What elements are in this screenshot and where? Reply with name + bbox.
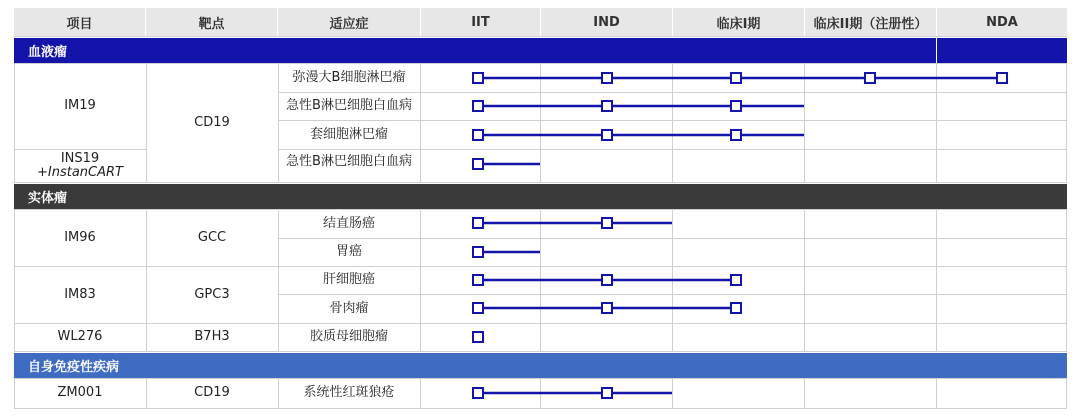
milestone-marker — [602, 101, 612, 111]
indication-cell: 急性B淋巴细胞白血病 — [286, 98, 412, 113]
indication-cell: 系统性红斑狼疮 — [303, 385, 395, 400]
project-cell-wl276: WL276 — [57, 329, 103, 344]
project-subtitle: +InstanCART — [37, 164, 123, 180]
section-band-autoimmune: 自身免疫性疾病 — [14, 353, 1067, 378]
milestone-marker — [473, 130, 483, 140]
project-cell-zm001: ZM001 — [57, 385, 103, 400]
milestone-marker — [473, 388, 483, 398]
header-stage-ind: IND — [541, 8, 672, 36]
header-stage-nda: NDA — [937, 8, 1067, 36]
milestone-marker — [473, 332, 483, 342]
milestone-marker — [731, 303, 741, 313]
milestone-marker — [473, 101, 483, 111]
target-cell-b7h3: B7H3 — [194, 329, 230, 344]
target-cell-gpc3: GPC3 — [194, 286, 230, 302]
header-stage-phase2: 临床II期（注册性） — [805, 8, 936, 36]
indication-cell: 胶质母细胞瘤 — [309, 329, 388, 344]
target-cell-cd19: CD19 — [194, 114, 230, 130]
milestone-marker — [473, 73, 483, 83]
target-cell-cd19-autoimmune: CD19 — [194, 385, 230, 400]
milestone-marker — [473, 303, 483, 313]
milestone-marker — [997, 73, 1007, 83]
header-stage-iit: IIT — [421, 8, 540, 36]
milestone-marker — [473, 218, 483, 228]
milestone-marker — [602, 388, 612, 398]
milestone-marker — [602, 303, 612, 313]
project-cell-im96: IM96 — [64, 229, 96, 245]
project-cell-im19: IM19 — [64, 98, 96, 113]
indication-cell: 结直肠癌 — [322, 215, 375, 231]
indication-cell: 急性B淋巴细胞白血病 — [286, 153, 412, 169]
indication-cell: 胃癌 — [335, 244, 362, 259]
milestone-marker — [731, 130, 741, 140]
indication-cell: 肝细胞癌 — [322, 272, 375, 287]
header-stage-phase1: 临床I期 — [673, 8, 804, 36]
section-band-solid-tumor: 实体瘤 — [14, 184, 1067, 209]
indication-cell: 弥漫大B细胞淋巴瘤 — [292, 69, 406, 85]
milestone-marker — [865, 73, 875, 83]
header-project: 项目 — [14, 8, 145, 36]
milestone-marker — [473, 275, 483, 285]
milestone-marker — [731, 73, 741, 83]
milestone-marker — [731, 101, 741, 111]
milestone-marker — [602, 73, 612, 83]
header-indication: 适应症 — [278, 8, 420, 36]
target-cell-gcc: GCC — [197, 229, 227, 245]
section-band-hematologic: 血液瘤 — [14, 38, 936, 63]
indication-cell: 套细胞淋巴瘤 — [309, 126, 388, 142]
header-target: 靶点 — [146, 8, 277, 36]
milestone-marker — [473, 159, 483, 169]
milestone-marker — [731, 275, 741, 285]
project-name: INS19 — [60, 150, 100, 166]
indication-cell: 骨肉瘤 — [329, 300, 369, 316]
milestone-marker — [473, 247, 483, 257]
milestone-marker — [602, 218, 612, 228]
milestone-marker — [602, 130, 612, 140]
project-cell-im83: IM83 — [64, 286, 96, 302]
milestone-marker — [602, 275, 612, 285]
